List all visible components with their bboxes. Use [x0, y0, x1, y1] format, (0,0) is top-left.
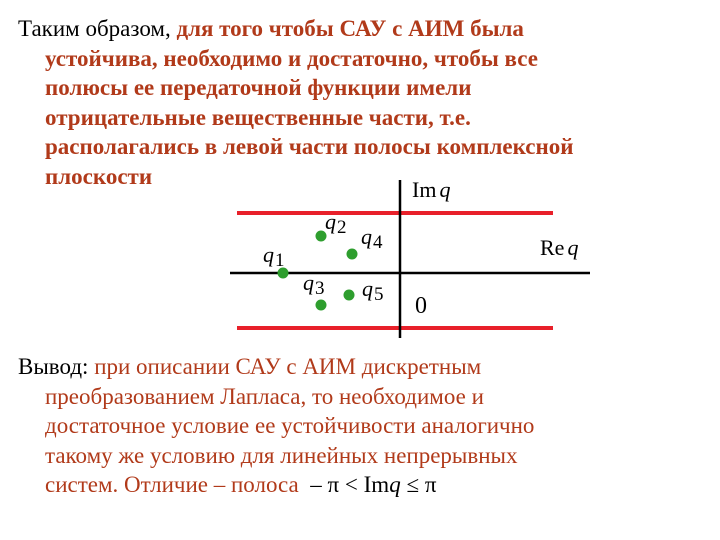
paragraph-line: располагались в левой части полосы комплексной	[45, 134, 574, 159]
formula-pi: π	[424, 472, 437, 497]
im-axis-label: Im q	[412, 177, 451, 202]
lead-text: Вывод:	[18, 354, 95, 379]
formula-less-than: <	[344, 472, 358, 497]
paragraph-line: плоскости	[45, 163, 153, 189]
paragraph-line: преобразованием Лапласа, то необходимое и	[45, 383, 484, 409]
formula-pi: π	[327, 472, 340, 497]
re-axis-label: Re q	[540, 235, 579, 260]
pole-q5-point	[344, 290, 355, 301]
pole-q1-label: q1	[263, 242, 285, 271]
pole-q4-label: q4	[361, 224, 383, 253]
pole-q3-label: q3	[303, 270, 325, 299]
pole-q2-label: q2	[325, 209, 347, 238]
paragraph-line	[18, 352, 708, 382]
lead-text: Таким образом,	[18, 16, 177, 41]
highlight-text: для того чтобы САУ с АИМ была	[176, 16, 524, 41]
paragraph-line: такому же условию для линейных непрерывных	[45, 442, 518, 468]
paragraph-line: устойчива, необходимо и достаточно, чтобы все	[45, 45, 538, 71]
paragraph-line	[18, 470, 708, 500]
highlight-text: при описании САУ с АИМ дискретным	[94, 354, 482, 379]
pole-q5-label: q5	[362, 276, 384, 305]
formula-minus: –	[310, 472, 322, 497]
formula-im: Im	[363, 472, 390, 497]
strip-formula	[299, 472, 437, 497]
paragraph-text: систем. Отличие – полоса	[45, 472, 299, 497]
paragraph-line: достаточное условие ее устойчивости аналогично	[45, 413, 535, 438]
formula-var: q	[389, 472, 401, 497]
paragraph-line: полюсы ее передаточной функции имели	[45, 75, 472, 100]
pole-q3-point	[316, 300, 327, 311]
formula-leq: ≤	[406, 472, 420, 497]
summary-paragraph	[18, 352, 708, 500]
pole-q4-point	[347, 249, 358, 260]
paragraph-line: отрицательные вещественные части, т.е.	[45, 104, 471, 130]
origin-label: 0	[415, 293, 427, 319]
